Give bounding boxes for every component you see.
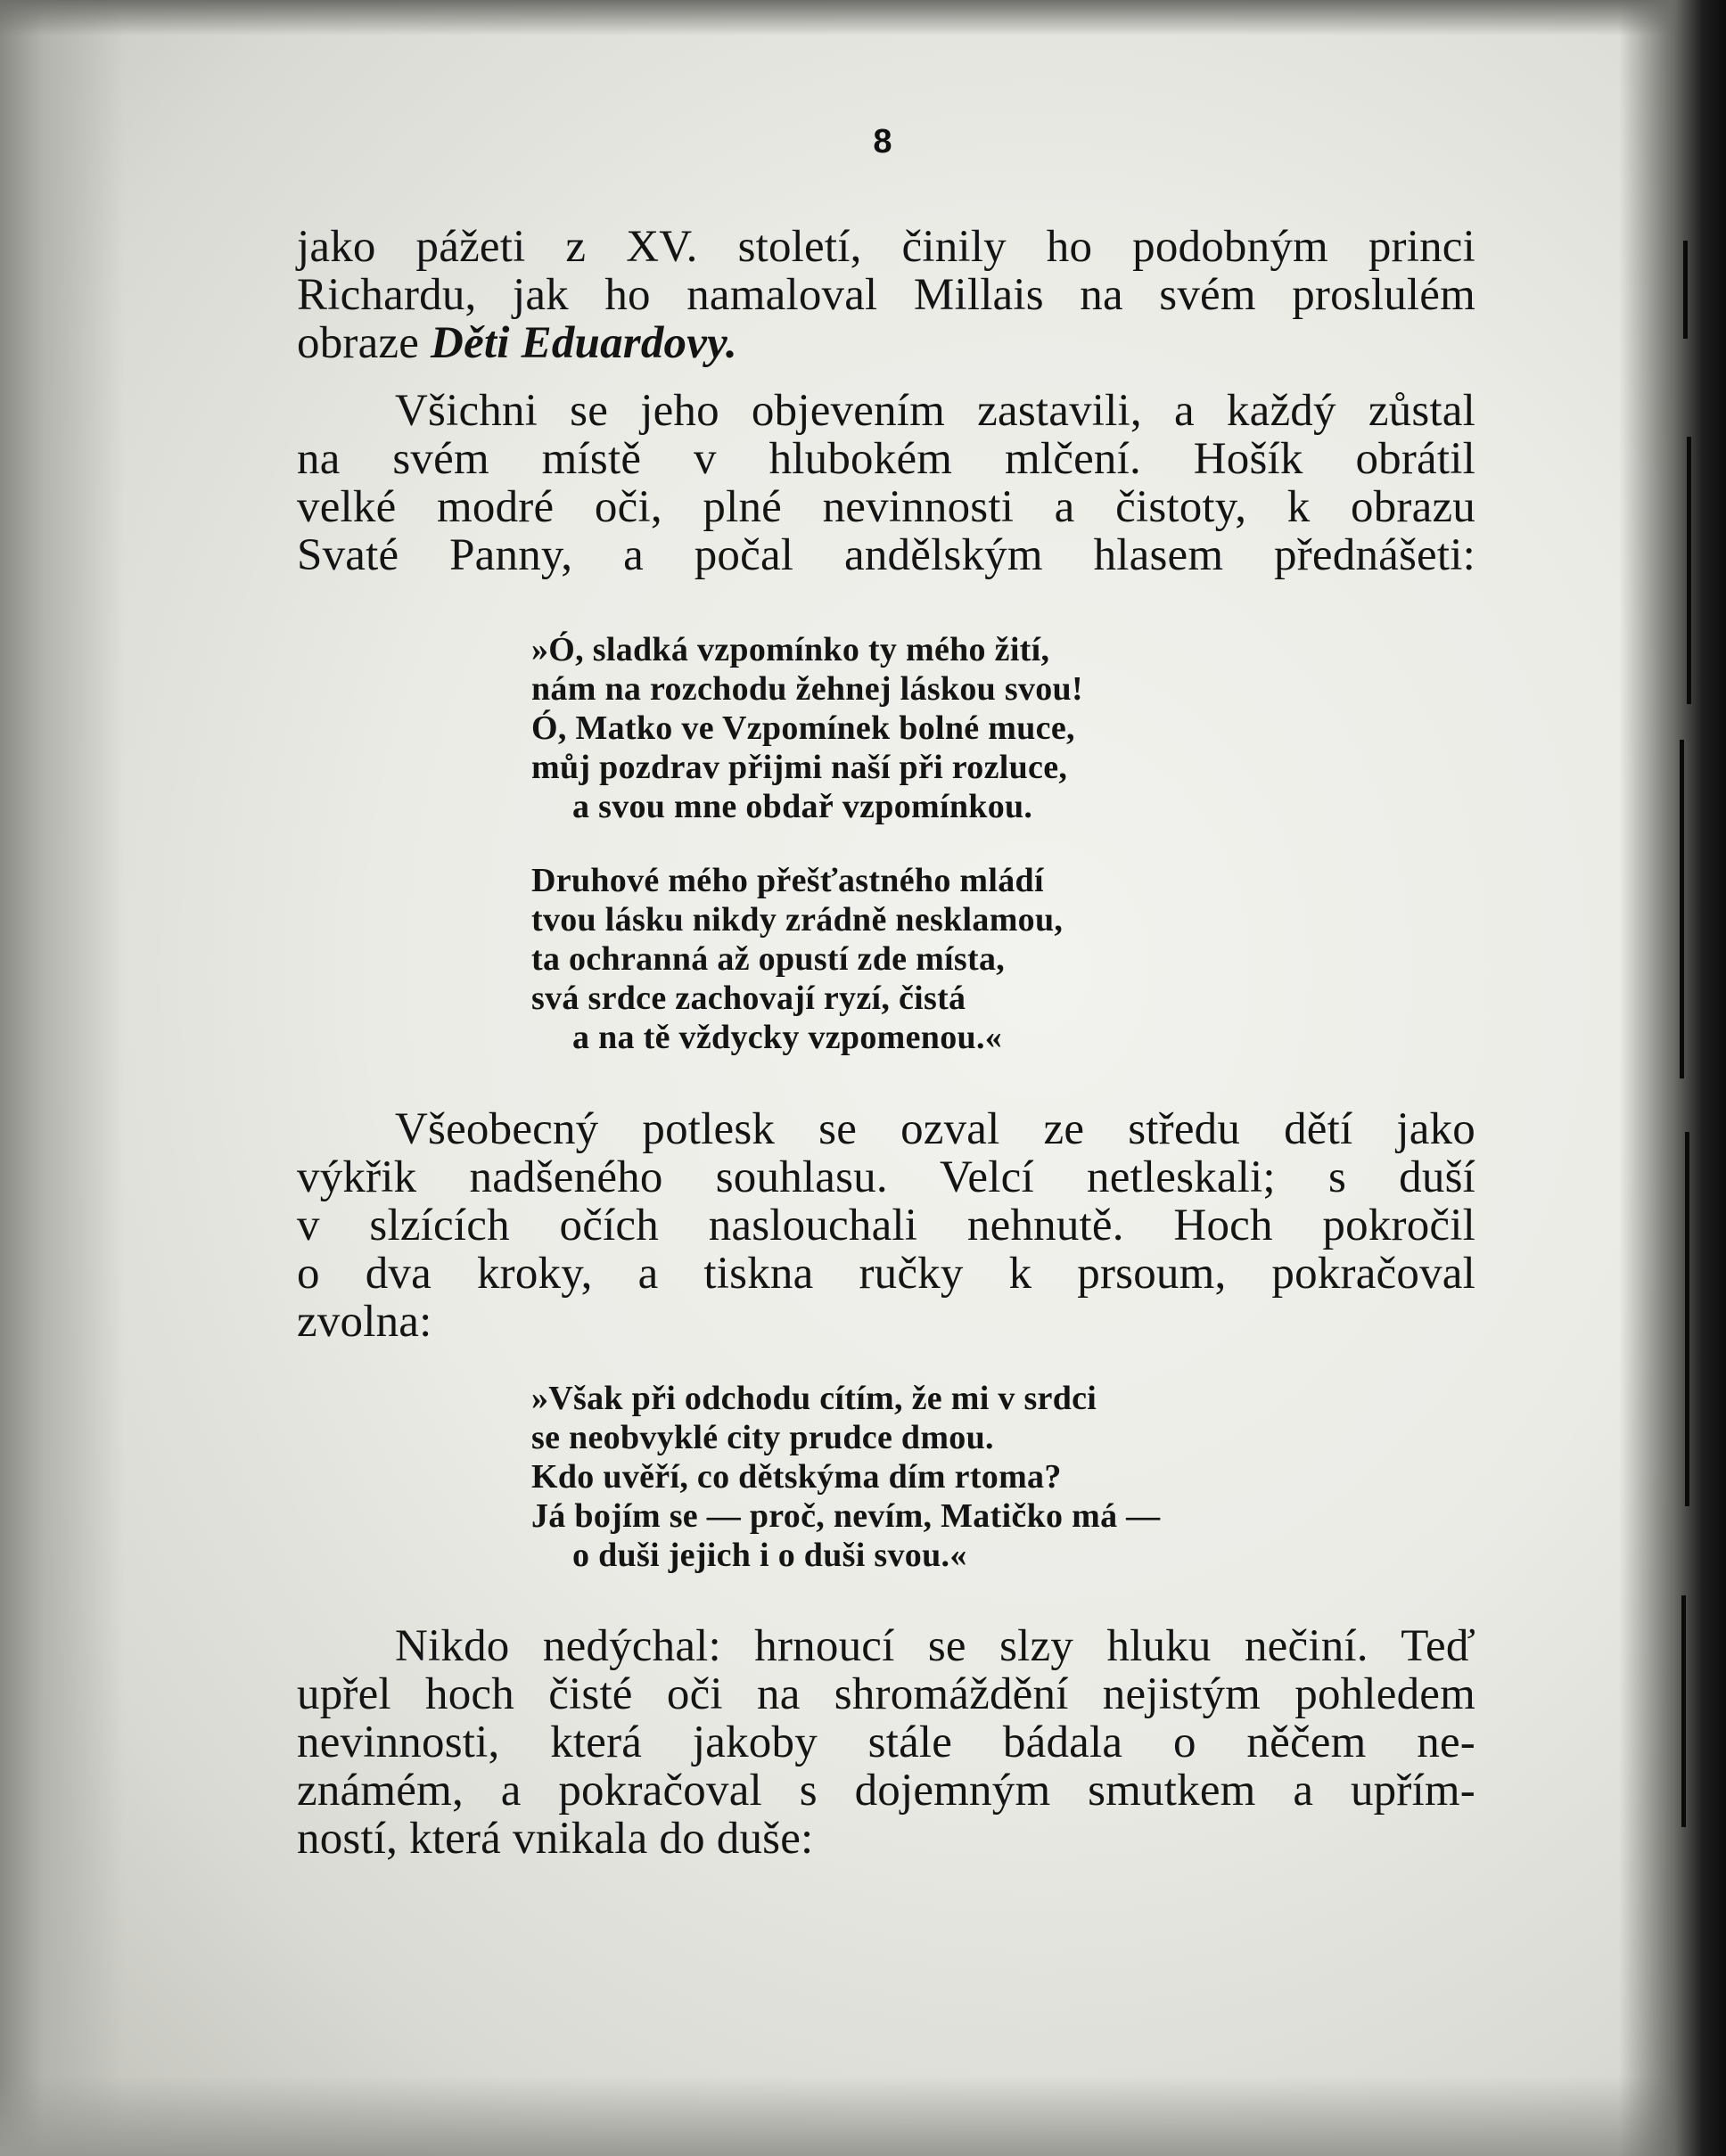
verse-line: Já bojím se — proč, nevím, Matičko má — xyxy=(531,1497,1161,1535)
verse-line: a na tě vždycky vzpomenou.« xyxy=(572,1019,1003,1056)
page-number: 8 xyxy=(873,123,892,160)
verse-line: Kdo uvěří, co dětskýma dím rtoma? xyxy=(531,1458,1062,1496)
paragraph-line: v slzících očích naslouchali nehnutě. Hoch pokročil xyxy=(297,1201,1475,1250)
paragraph-line: velké modré oči, plné nevinnosti a čistoty, k obrazu xyxy=(297,482,1475,532)
paragraph-line: výkřik nadšeného souhlasu. Velcí netleskali; s duší xyxy=(297,1152,1475,1202)
verse-stanza-3 xyxy=(531,1379,1160,1575)
verse-line: Ó, Matko ve Vzpomínek bolné muce, xyxy=(531,709,1075,747)
paragraph-line: zvolna: xyxy=(297,1297,432,1347)
paragraph-line-prefix: obraze xyxy=(297,318,432,368)
verse-line: můj pozdrav přijmi naší při rozluce, xyxy=(531,749,1068,786)
verse-stanza-2 xyxy=(531,861,1063,1057)
paragraph-4 xyxy=(297,1622,1475,1863)
paragraph-line xyxy=(297,319,1475,367)
paragraph-1 xyxy=(297,223,1475,367)
verse-line: Druhové mého přešťastného mládí xyxy=(531,862,1044,899)
painting-title: Děti Eduardovy. xyxy=(431,318,737,368)
paragraph-line: Všichni se jeho objevením zastavili, a každý zůstal xyxy=(395,386,1475,436)
verse-line: »Ó, sladká vzpomínko ty mého žití, xyxy=(531,631,1050,668)
page-shadow-left xyxy=(0,0,125,2156)
paragraph-line: upřel hoch čisté oči na shromáždění nejistým pohledem xyxy=(297,1669,1475,1719)
verse-line: svá srdce zachovají ryzí, čistá xyxy=(531,980,966,1017)
paragraph-line: známém, a pokračoval s dojemným smutkem a upřím- xyxy=(297,1766,1475,1816)
verse-line: ta ochranná až opustí zde místa, xyxy=(531,940,1006,978)
paragraph-3 xyxy=(297,1105,1475,1346)
paragraph-line: na svém místě v hlubokém mlčení. Hošík obrátil xyxy=(297,434,1475,484)
paragraph-line: jako pážeti z XV. století, činily ho podobným princi xyxy=(297,222,1475,272)
verse-line: nám na rozchodu žehnej láskou svou! xyxy=(531,670,1083,708)
verse-line: se neobvyklé city prudce dmou. xyxy=(531,1419,994,1456)
binding-marks xyxy=(1674,205,1710,1988)
verse-line: a svou mne obdař vzpomínkou. xyxy=(572,788,1033,825)
book-binding-edge xyxy=(1619,0,1726,2156)
paragraph-2 xyxy=(297,387,1475,579)
paragraph-line: Svaté Panny, a počal andělským hlasem přednášeti: xyxy=(297,530,1475,580)
paragraph-line: Všeobecný potlesk se ozval ze středu dětí jako xyxy=(395,1104,1475,1154)
verse-line: »Však při odchodu cítím, že mi v srdci xyxy=(531,1380,1097,1417)
verse-line: o duši jejich i o duši svou.« xyxy=(572,1537,967,1574)
page-shadow-top xyxy=(0,0,1726,36)
paragraph-line: ností, která vnikala do duše: xyxy=(297,1814,814,1864)
verse-line: tvou lásku nikdy zrádně nesklamou, xyxy=(531,901,1064,939)
paragraph-line: o dva kroky, a tiskna ručky k prsoum, pokračoval xyxy=(297,1249,1475,1299)
paragraph-line: Nikdo nedýchal: hrnoucí se slzy hluku nečiní. Teď xyxy=(395,1621,1475,1671)
paragraph-line: Richardu, jak ho namaloval Millais na svém proslulém xyxy=(297,270,1475,320)
verse-stanza-1 xyxy=(531,630,1083,826)
page-shadow-bottom xyxy=(0,2076,1726,2156)
paragraph-line: nevinnosti, která jakoby stále bádala o něčem ne- xyxy=(297,1717,1475,1767)
